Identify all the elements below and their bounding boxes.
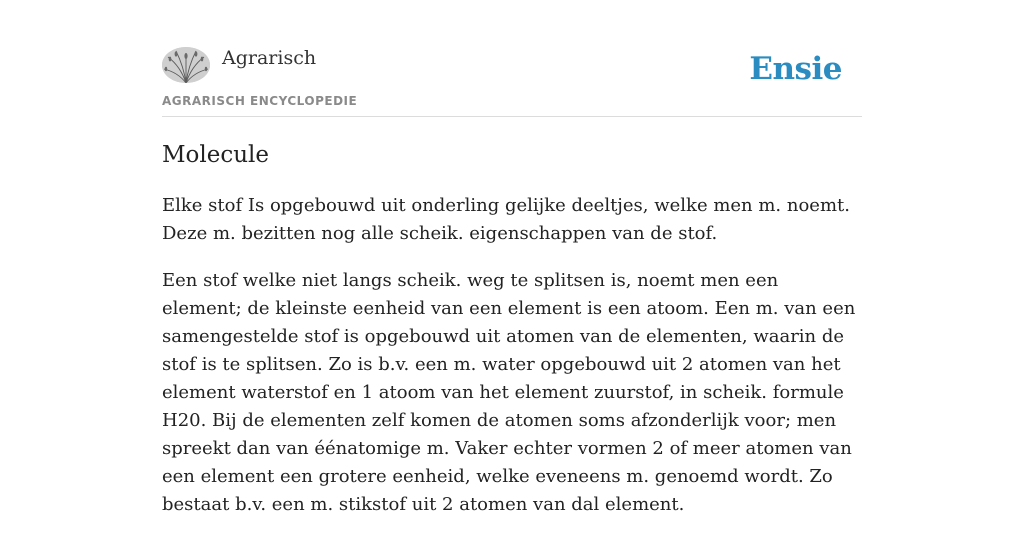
header — [162, 0, 862, 117]
article-title: Molecule — [162, 142, 270, 168]
article-paragraph: Een stof welke niet langs scheik. weg te splitsen is, noemt men een element; de kleinste eenheid van een element is een atoom. Een m. van een samengestelde stof is opgebouwd uit atomen van de elementen, waarin de stof is te splitsen. Zo is b.v. een m. water opgebouwd uit 2 atomen van het element waterstof en 1 atoom van het element zuurstof, in scheik. formule H20. Bij de elementen zelf komen de atomen soms afzonderlijk voor; men spreekt dan van éénatomige m. Vaker echter vormen 2 of meer atomen van een element een grotere eenheid, welke eveneens m. genoemd wordt. Zo bestaat b.v. een m. stikstof uit 2 atomen van dal element. — [162, 270, 856, 515]
source-avatar[interactable] — [162, 47, 210, 83]
source-subtitle: AGRARISCH ENCYCLOPEDIE — [162, 94, 358, 108]
source-name-link[interactable]: Agrarisch — [222, 47, 317, 69]
wheat-engraving-icon — [162, 47, 210, 83]
brand-logo[interactable]: Ensie — [749, 51, 842, 87]
article-body — [162, 192, 862, 538]
article-paragraph: Elke stof Is opgebouwd uit onderling gelijke deeltjes, welke men m. noemt. Deze m. bezitten nog alle scheik. eigenschappen van de stof. — [162, 195, 850, 244]
page — [162, 0, 862, 515]
